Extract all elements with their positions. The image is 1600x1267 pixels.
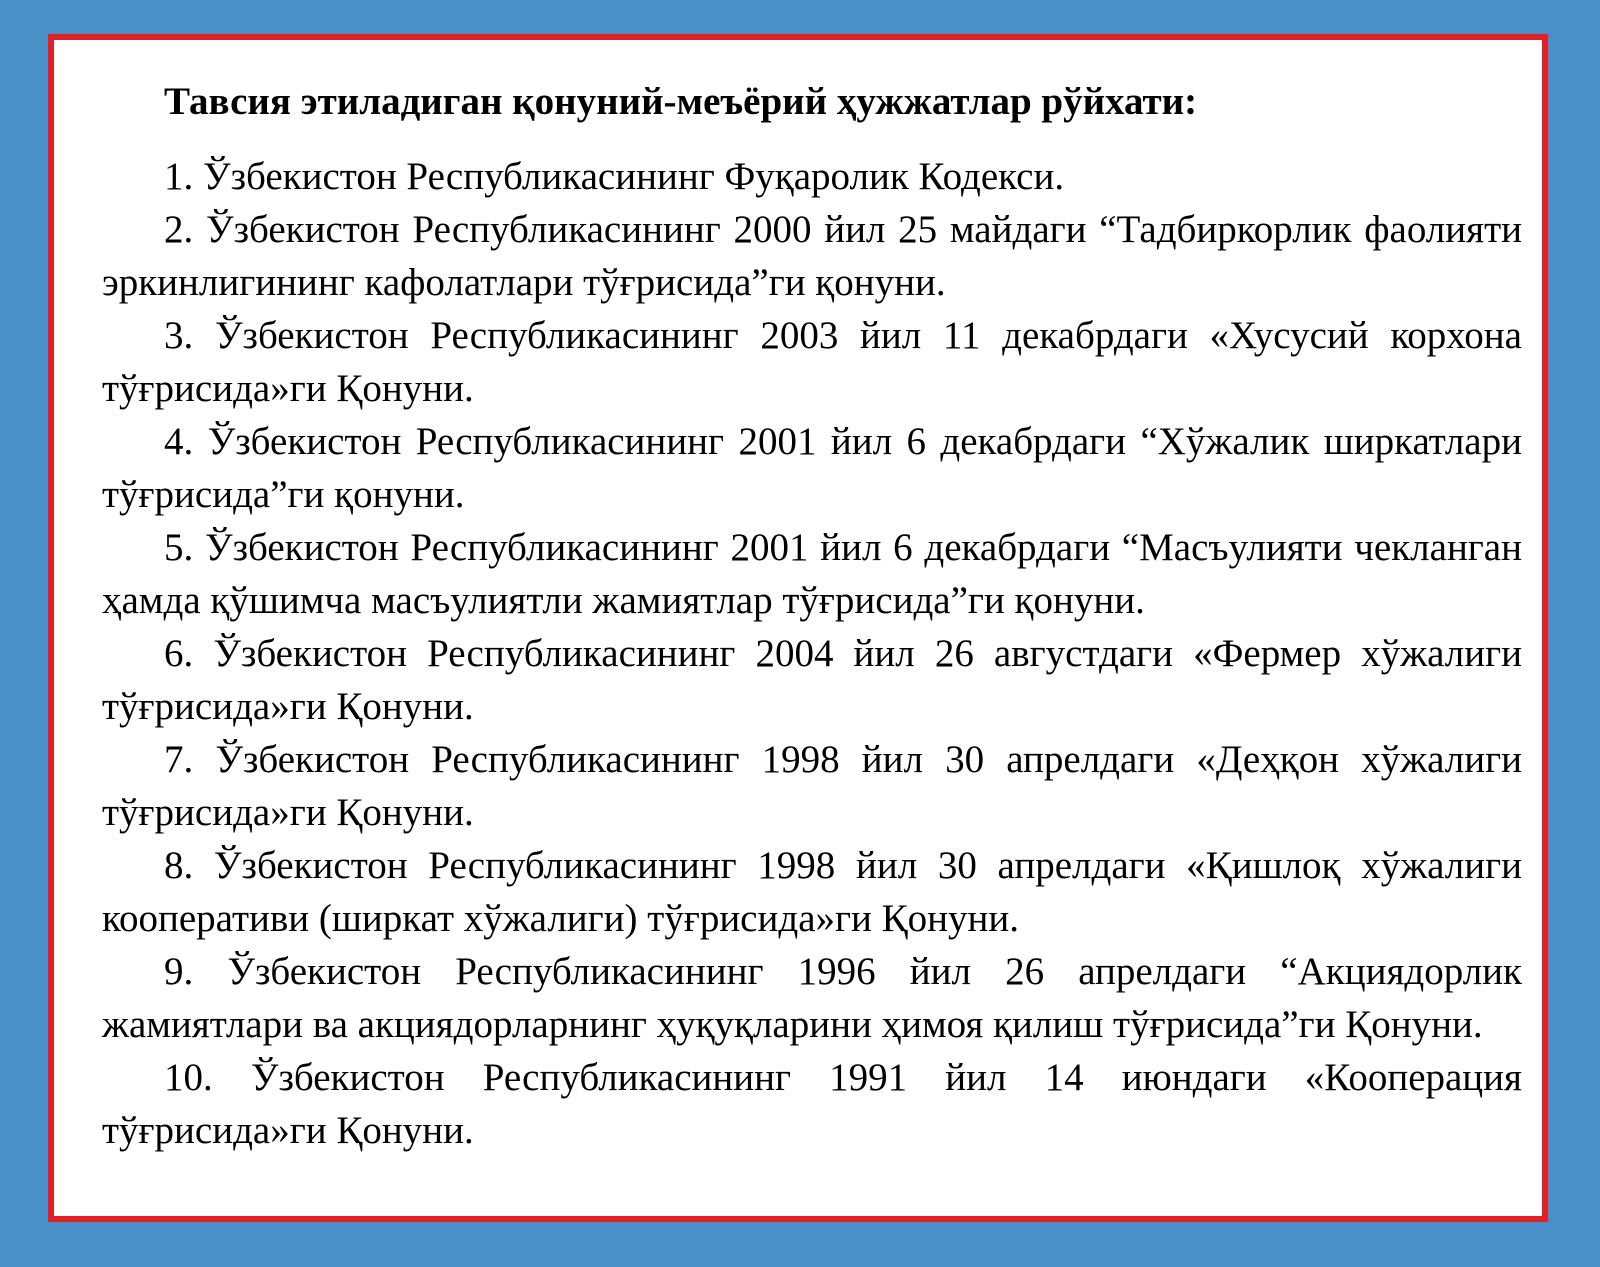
document-title: Тавсия этиладиган қонуний-меъёрий ҳужжатлар рўйхати: — [164, 80, 1198, 123]
list-item: 3. Ўзбекистон Республикасининг 2003 йил 11 декабрдаги «Хусусий корхона тўғрисида»ги Қонуни. — [102, 314, 1522, 410]
list-item: 10. Ўзбекистон Республикасининг 1991 йил 14 июндаги «Кооперация тўғрисида»ги Қонуни. — [102, 1056, 1522, 1152]
list-item: 4. Ўзбекистон Республикасининг 2001 йил 6 декабрдаги “Хўжалик ширкатлари тўғрисида”ги қонуни. — [102, 420, 1522, 516]
list-item: 7. Ўзбекистон Республикасининг 1998 йил 30 апрелдаги «Деҳқон хўжалиги тўғрисида»ги Қонуни. — [102, 738, 1522, 834]
list-item: 2. Ўзбекистон Республикасининг 2000 йил 25 майдаги “Тадбиркорлик фаолияти эркинлигининг кафолатлари тўғрисида”ги қонуни. — [102, 208, 1522, 304]
list-item: 6. Ўзбекистон Республикасининг 2004 йил 26 августдаги «Фермер хўжалиги тўғрисида»ги Қонуни. — [102, 632, 1522, 728]
list-item: 5. Ўзбекистон Республикасининг 2001 йил 6 декабрдаги “Масъулияти чекланган ҳамда қўшимча масъулиятли жамиятлар тўғрисида”ги қонуни. — [102, 526, 1522, 622]
document-card — [48, 34, 1548, 1222]
list-item: 9. Ўзбекистон Республикасининг 1996 йил 26 апрелдаги “Акциядорлик жамиятлари ва акциядорларнинг ҳуқуқларини ҳимоя қилиш тўғрисида”ги Қонуни. — [102, 950, 1522, 1046]
list-item: 1. Ўзбекистон Республикасининг Фуқаролик Кодекси. — [164, 155, 1065, 198]
list-item: 8. Ўзбекистон Республикасининг 1998 йил 30 апрелдаги «Қишлоқ хўжалиги кооперативи (ширкат хўжалиги) тўғрисида»ги Қонуни. — [102, 844, 1522, 940]
law-list — [102, 150, 1522, 1157]
